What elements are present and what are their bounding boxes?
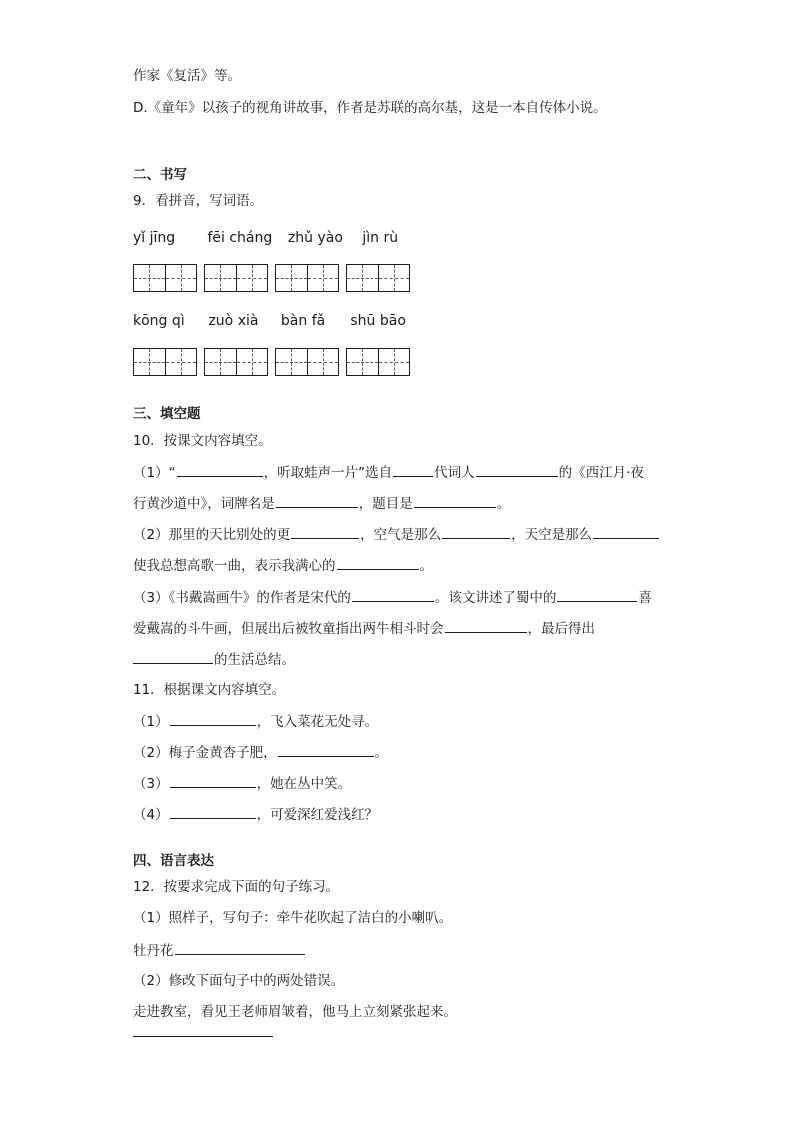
answer-blank[interactable] bbox=[291, 524, 359, 539]
answer-blank[interactable] bbox=[593, 524, 659, 539]
question-10-3-line-2: 爱戴嵩的斗牛画，但展出后被牧童指出两牛相斗时会 ，最后得出 bbox=[133, 618, 595, 639]
pinyin: jìn rù bbox=[362, 230, 399, 246]
answer-blank[interactable] bbox=[445, 618, 527, 633]
writing-box[interactable] bbox=[133, 264, 197, 292]
question-12-2-sentence: 走进教室，看见王老师眉皱着，他马上立刻紧张起来。 bbox=[133, 1004, 457, 1020]
writing-box[interactable] bbox=[346, 264, 410, 292]
answer-blank[interactable] bbox=[276, 493, 358, 508]
answer-blank[interactable] bbox=[352, 587, 434, 602]
question-10: 10．按课文内容填空。 bbox=[133, 433, 272, 449]
answer-blank[interactable] bbox=[442, 524, 510, 539]
answer-blank[interactable] bbox=[170, 804, 256, 819]
pinyin-row-1 bbox=[133, 228, 432, 248]
pinyin: fēi cháng bbox=[207, 230, 273, 246]
pinyin: shū bāo bbox=[350, 313, 406, 329]
pinyin: zhǔ yào bbox=[287, 230, 343, 246]
option-d: D.《童年》以孩子的视角讲故事，作者是苏联的高尔基，这是一本自传体小说。 bbox=[133, 100, 607, 116]
answer-blank[interactable] bbox=[170, 773, 256, 788]
question-11-4: （4） ，可爱深红爱浅红？ bbox=[133, 804, 378, 825]
question-11-1: （1） ，飞入菜花无处寻。 bbox=[133, 711, 378, 732]
question-12-1-answer: 牡丹花 bbox=[133, 940, 306, 961]
answer-blank[interactable] bbox=[170, 711, 256, 726]
writing-box[interactable] bbox=[204, 264, 268, 292]
section-title-language-expression: 四、语言表达 bbox=[133, 853, 214, 869]
answer-blank[interactable] bbox=[177, 462, 263, 477]
answer-blank[interactable] bbox=[133, 649, 213, 664]
question-12: 12．按要求完成下面的句子练习。 bbox=[133, 879, 340, 895]
pinyin: kōng qì bbox=[133, 313, 185, 329]
question-10-1-line-1: （1）“ ，听取蛙声一片”选自 代词人 的《西江月·夜 bbox=[133, 462, 644, 483]
question-11-3: （3） ，她在丛中笑。 bbox=[133, 773, 351, 794]
writing-box[interactable] bbox=[275, 264, 339, 292]
answer-blank[interactable] bbox=[278, 742, 374, 757]
question-10-3-line-1: （3）《书戴嵩画牛》的作者是宋代的 。该文讲述了蜀中的 喜 bbox=[133, 587, 652, 608]
option-c-continuation: 作家《复活》等。 bbox=[133, 68, 241, 84]
writing-box[interactable] bbox=[133, 348, 197, 376]
question-12-2: （2）修改下面句子中的两处错误。 bbox=[133, 973, 345, 989]
answer-blank[interactable] bbox=[175, 940, 305, 955]
question-12-1: （1）照样子，写句子：牵牛花吹起了洁白的小喇叭。 bbox=[133, 910, 453, 926]
answer-line[interactable] bbox=[133, 1036, 273, 1037]
answer-blank[interactable] bbox=[414, 493, 496, 508]
question-11: 11．根据课文内容填空。 bbox=[133, 682, 286, 698]
question-10-2-line-1: （2）那里的天比别处的更 ，空气是那么 ，天空是那么 bbox=[133, 524, 660, 545]
pinyin: bàn fǎ bbox=[280, 313, 326, 329]
answer-blank[interactable] bbox=[476, 462, 558, 477]
answer-blank[interactable] bbox=[337, 555, 419, 570]
writing-box[interactable] bbox=[346, 348, 410, 376]
question-11-2: （2）梅子金黄杏子肥， 。 bbox=[133, 742, 388, 763]
writing-box[interactable] bbox=[275, 348, 339, 376]
section-title-writing: 二、书写 bbox=[133, 167, 187, 183]
question-10-3-line-3: 的生活总结。 bbox=[133, 649, 295, 670]
answer-blank[interactable] bbox=[557, 587, 637, 602]
section-title-fill-in: 三、填空题 bbox=[133, 406, 201, 422]
pinyin: yǐ jīng bbox=[133, 230, 176, 246]
pinyin: zuò xià bbox=[208, 313, 259, 329]
answer-blank[interactable] bbox=[393, 462, 433, 477]
question-10-2-line-2: 使我总想高歌一曲，表示我满心的 。 bbox=[133, 555, 433, 576]
pinyin-row-2 bbox=[133, 311, 420, 331]
question-10-1-line-2: 行黄沙道中》，词牌名是 ，题目是 。 bbox=[133, 493, 510, 514]
writing-box[interactable] bbox=[204, 348, 268, 376]
question-9: 9．看拼音，写词语。 bbox=[133, 193, 264, 209]
